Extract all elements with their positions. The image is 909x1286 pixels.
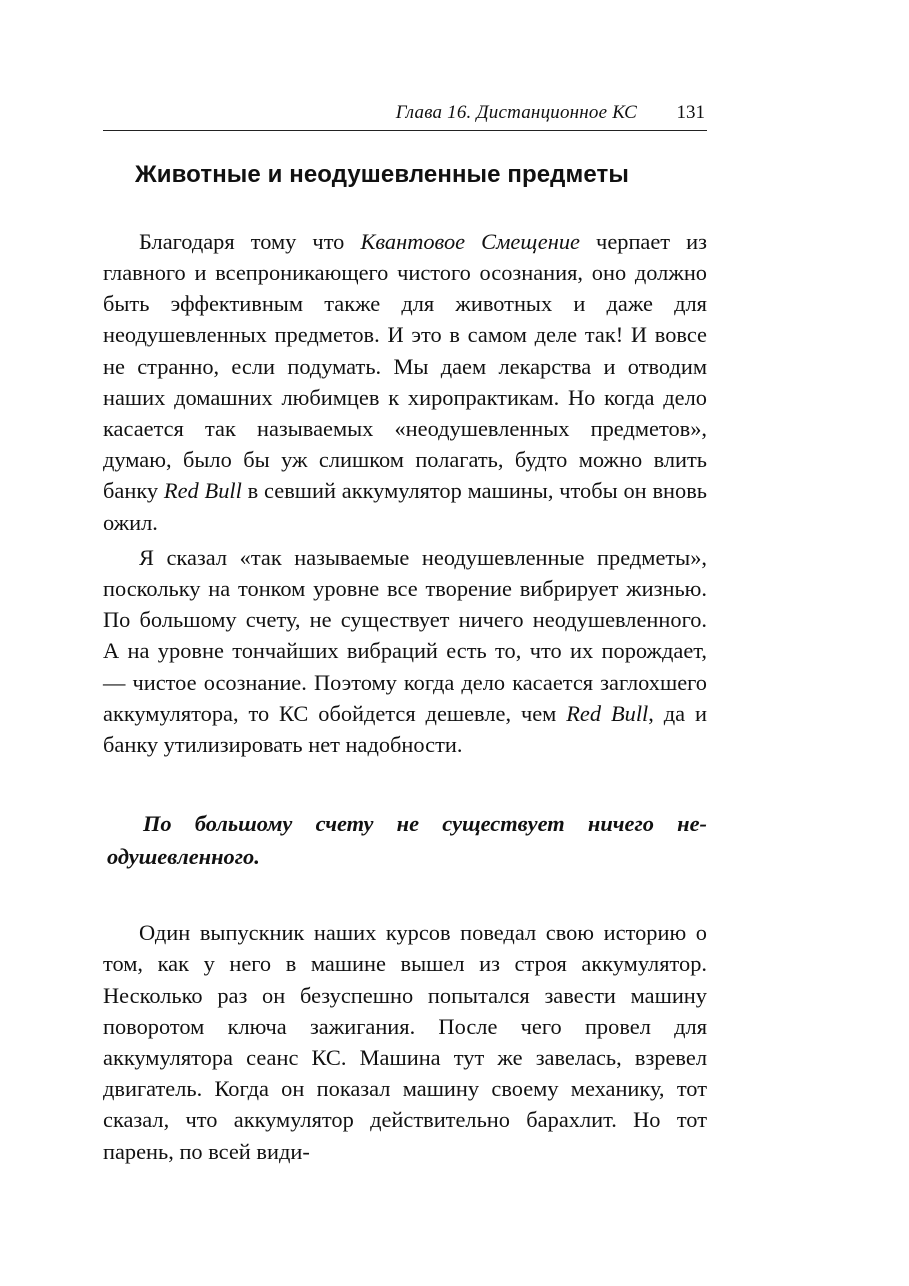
page-number: 131 — [676, 102, 705, 123]
paragraph-2-text-b: , да и банку утилизировать нет надобности. — [103, 700, 707, 758]
section-title: Животные и неодушевленные предметы — [135, 161, 629, 188]
paragraph-1-text-b: черпает из главного и всепроникающего чистого осознания, оно должно быть эффективным также для животных и даже для неодушевленных предметов. И это в самом деле так! И вовсе не странно, если подумать. Мы даем лекарства и отводим наших домашних любимцев к хиропрактикам. Но когда дело касается так называемых «неодушевленных предметов», думаю, было бы уж слишком полагать, будто можно влить банку — [103, 228, 707, 504]
pull-quote: По большому счету не существует ничего неодушевленного. — [107, 811, 707, 870]
paragraph-2 — [103, 542, 707, 760]
quantum-shift-term: Квантовое Смещение — [360, 228, 580, 254]
paragraph-2-text-a: Я сказал «так называемые неодушевленные предметы», поскольку на тонком уровне все творение вибрирует жизнью. По большому счету, не существует ничего неодушевленного. А на уровне тончайших вибраций есть то, что их порождает, — чистое осознание. Поэтому когда дело касается заглохшего аккумулятора, то КС обойдется дешевле, чем — [103, 544, 707, 726]
chapter-title: Глава 16. Дистанционное КС — [395, 102, 637, 123]
paragraph-3: Один выпускник наших курсов поведал свою историю о том, как у него в машине вышел из строя аккумулятор. Несколько раз он безуспешно попытался завести машину поворотом ключа зажигания. После чего провел для аккумулятора сеанс КС. Машина тут же завелась, взревел двигатель. Когда он показал машину своему механику, тот сказал, что аккумулятор действительно барахлит. Но тот парень, по всей види- — [103, 920, 707, 1164]
paragraph-1 — [103, 226, 707, 538]
red-bull-term: Red Bull — [163, 478, 242, 504]
red-bull-term: Red Bull — [566, 700, 649, 726]
paragraph-1-text-a: Благодаря тому что — [139, 228, 361, 254]
paragraph-1-text-c: в севший аккумулятор машины, чтобы он вновь ожил. — [103, 478, 707, 535]
running-header — [103, 96, 707, 131]
book-page — [103, 96, 707, 1167]
